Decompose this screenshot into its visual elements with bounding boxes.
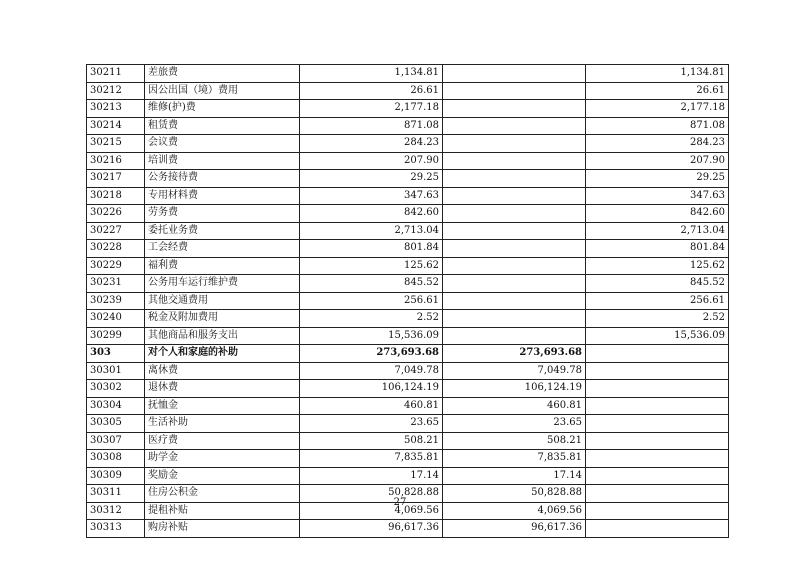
cell-name: 其他交通费用	[145, 292, 300, 310]
cell-public	[586, 362, 729, 380]
cell-total: 2,177.18	[300, 100, 443, 118]
cell-code: 30311	[87, 485, 145, 503]
cell-public: 15,536.09	[586, 327, 729, 345]
cell-total: 29.25	[300, 170, 443, 188]
cell-personnel	[443, 275, 586, 293]
cell-total: 842.60	[300, 205, 443, 223]
cell-code: 30228	[87, 240, 145, 258]
table-row	[87, 345, 729, 363]
cell-public: 1,134.81	[586, 65, 729, 83]
cell-code: 30305	[87, 415, 145, 433]
table-row	[87, 275, 729, 293]
cell-public: 842.60	[586, 205, 729, 223]
cell-public	[586, 380, 729, 398]
table-row	[87, 152, 729, 170]
cell-code: 30239	[87, 292, 145, 310]
cell-code: 30226	[87, 205, 145, 223]
cell-personnel	[443, 170, 586, 188]
cell-code: 30312	[87, 502, 145, 520]
cell-public: 26.61	[586, 82, 729, 100]
cell-personnel	[443, 257, 586, 275]
cell-total: 256.61	[300, 292, 443, 310]
cell-total: 284.23	[300, 135, 443, 153]
cell-total: 2.52	[300, 310, 443, 328]
cell-code: 30313	[87, 520, 145, 538]
cell-total: 801.84	[300, 240, 443, 258]
table-row	[87, 222, 729, 240]
cell-total: 2,713.04	[300, 222, 443, 240]
cell-public: 801.84	[586, 240, 729, 258]
cell-personnel: 96,617.36	[443, 520, 586, 538]
table-row	[87, 450, 729, 468]
expenditure-table	[86, 64, 729, 538]
cell-personnel: 7,835.81	[443, 450, 586, 468]
cell-public	[586, 467, 729, 485]
cell-name: 奖励金	[145, 467, 300, 485]
cell-code: 30216	[87, 152, 145, 170]
table-row	[87, 170, 729, 188]
cell-public: 2,713.04	[586, 222, 729, 240]
table-row	[87, 380, 729, 398]
cell-personnel	[443, 240, 586, 258]
cell-total: 845.52	[300, 275, 443, 293]
cell-total: 23.65	[300, 415, 443, 433]
table-row	[87, 362, 729, 380]
cell-public: 2,177.18	[586, 100, 729, 118]
cell-total: 347.63	[300, 187, 443, 205]
cell-personnel	[443, 292, 586, 310]
table-row	[87, 187, 729, 205]
cell-code: 30215	[87, 135, 145, 153]
cell-code: 303	[87, 345, 145, 363]
table-row	[87, 135, 729, 153]
table-row	[87, 82, 729, 100]
cell-total: 273,693.68	[300, 345, 443, 363]
cell-personnel: 7,049.78	[443, 362, 586, 380]
cell-name: 住房公积金	[145, 485, 300, 503]
cell-code: 30302	[87, 380, 145, 398]
table-row	[87, 432, 729, 450]
cell-code: 30240	[87, 310, 145, 328]
cell-public: 256.61	[586, 292, 729, 310]
cell-public	[586, 345, 729, 363]
cell-total: 15,536.09	[300, 327, 443, 345]
cell-name: 租赁费	[145, 117, 300, 135]
cell-code: 30211	[87, 65, 145, 83]
cell-personnel: 460.81	[443, 397, 586, 415]
cell-personnel	[443, 152, 586, 170]
page-number: 27	[393, 497, 407, 508]
cell-personnel: 50,828.88	[443, 485, 586, 503]
cell-total: 106,124.19	[300, 380, 443, 398]
table-row	[87, 205, 729, 223]
table-row	[87, 327, 729, 345]
table-row	[87, 415, 729, 433]
cell-name: 其他商品和服务支出	[145, 327, 300, 345]
cell-code: 30308	[87, 450, 145, 468]
cell-personnel: 106,124.19	[443, 380, 586, 398]
cell-total: 50,828.88	[300, 485, 443, 503]
table-row	[87, 100, 729, 118]
cell-name: 提租补贴	[145, 502, 300, 520]
cell-personnel	[443, 327, 586, 345]
cell-personnel	[443, 65, 586, 83]
cell-code: 30307	[87, 432, 145, 450]
cell-name: 离休费	[145, 362, 300, 380]
cell-name: 工会经费	[145, 240, 300, 258]
cell-public: 845.52	[586, 275, 729, 293]
cell-personnel	[443, 100, 586, 118]
cell-name: 差旅费	[145, 65, 300, 83]
cell-name: 专用材料费	[145, 187, 300, 205]
cell-code: 30304	[87, 397, 145, 415]
cell-name: 劳务费	[145, 205, 300, 223]
cell-name: 医疗费	[145, 432, 300, 450]
cell-total: 871.08	[300, 117, 443, 135]
cell-personnel	[443, 222, 586, 240]
cell-name: 因公出国（境）费用	[145, 82, 300, 100]
cell-public	[586, 520, 729, 538]
cell-total: 7,049.78	[300, 362, 443, 380]
cell-personnel: 4,069.56	[443, 502, 586, 520]
cell-code: 30299	[87, 327, 145, 345]
cell-public: 284.23	[586, 135, 729, 153]
cell-total: 1,134.81	[300, 65, 443, 83]
cell-total: 17.14	[300, 467, 443, 485]
cell-name: 公务接待费	[145, 170, 300, 188]
cell-total: 7,835.81	[300, 450, 443, 468]
cell-total: 207.90	[300, 152, 443, 170]
cell-name: 委托业务费	[145, 222, 300, 240]
cell-personnel: 23.65	[443, 415, 586, 433]
cell-code: 30231	[87, 275, 145, 293]
cell-code: 30217	[87, 170, 145, 188]
cell-code: 30301	[87, 362, 145, 380]
cell-name: 税金及附加费用	[145, 310, 300, 328]
cell-code: 30229	[87, 257, 145, 275]
cell-personnel: 17.14	[443, 467, 586, 485]
cell-total: 4,069.56	[300, 502, 443, 520]
table-row	[87, 240, 729, 258]
cell-name: 助学金	[145, 450, 300, 468]
cell-name: 生活补助	[145, 415, 300, 433]
cell-name: 购房补贴	[145, 520, 300, 538]
cell-code: 30218	[87, 187, 145, 205]
cell-public	[586, 415, 729, 433]
cell-code: 30213	[87, 100, 145, 118]
cell-total: 26.61	[300, 82, 443, 100]
cell-public	[586, 450, 729, 468]
cell-personnel: 508.21	[443, 432, 586, 450]
cell-code: 30214	[87, 117, 145, 135]
cell-name: 抚恤金	[145, 397, 300, 415]
cell-public: 125.62	[586, 257, 729, 275]
cell-total: 460.81	[300, 397, 443, 415]
table-row	[87, 257, 729, 275]
cell-public: 871.08	[586, 117, 729, 135]
cell-personnel	[443, 117, 586, 135]
table-row	[87, 65, 729, 83]
cell-code: 30227	[87, 222, 145, 240]
cell-personnel	[443, 310, 586, 328]
cell-name: 对个人和家庭的补助	[145, 345, 300, 363]
cell-code: 30309	[87, 467, 145, 485]
table-row	[87, 397, 729, 415]
cell-public: 29.25	[586, 170, 729, 188]
cell-public: 2.52	[586, 310, 729, 328]
cell-personnel	[443, 205, 586, 223]
cell-total: 96,617.36	[300, 520, 443, 538]
cell-personnel: 273,693.68	[443, 345, 586, 363]
cell-name: 公务用车运行维护费	[145, 275, 300, 293]
cell-public	[586, 397, 729, 415]
cell-public: 347.63	[586, 187, 729, 205]
table-row	[87, 292, 729, 310]
table-row	[87, 117, 729, 135]
cell-code: 30212	[87, 82, 145, 100]
table-body	[87, 65, 729, 538]
cell-total: 125.62	[300, 257, 443, 275]
cell-name: 退休费	[145, 380, 300, 398]
cell-personnel	[443, 187, 586, 205]
cell-name: 会议费	[145, 135, 300, 153]
cell-personnel	[443, 135, 586, 153]
cell-personnel	[443, 82, 586, 100]
table-row	[87, 467, 729, 485]
table-row	[87, 520, 729, 538]
cell-name: 培训费	[145, 152, 300, 170]
table-row	[87, 310, 729, 328]
cell-name: 福利费	[145, 257, 300, 275]
cell-public: 207.90	[586, 152, 729, 170]
cell-total: 508.21	[300, 432, 443, 450]
cell-public	[586, 432, 729, 450]
cell-name: 维修(护)费	[145, 100, 300, 118]
